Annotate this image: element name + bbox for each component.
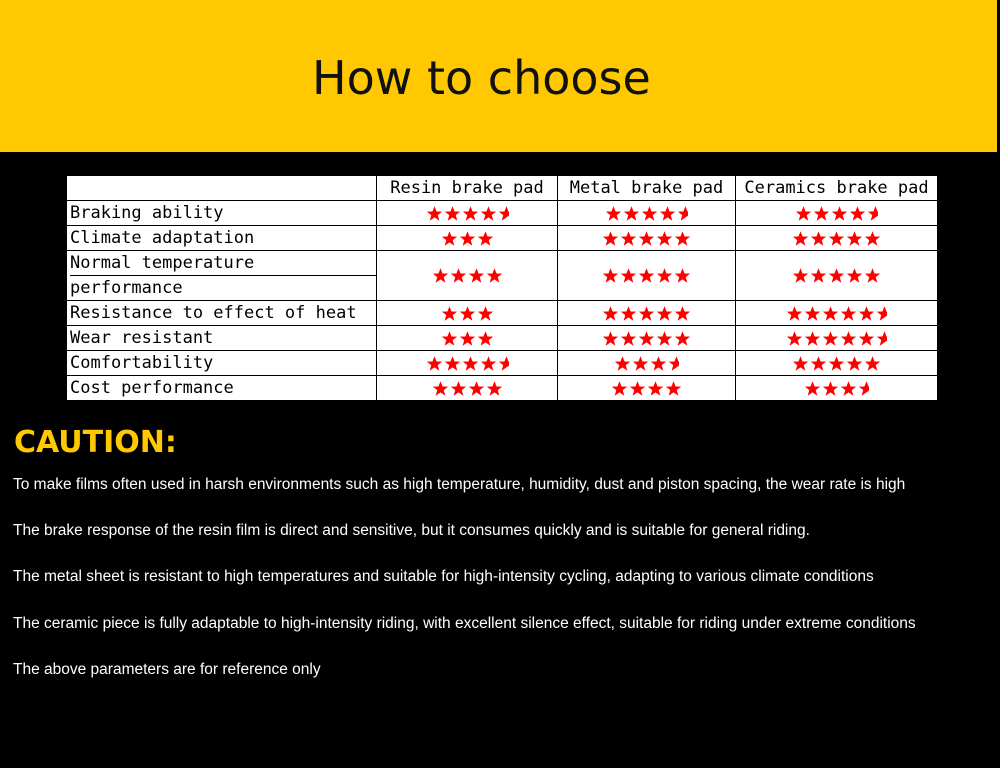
- star-icon: [614, 355, 631, 372]
- star-icon: [480, 205, 497, 222]
- star-icon: [674, 230, 691, 247]
- star-icon: [822, 380, 839, 397]
- caution-note: The brake response of the resin film is direct and sensitive, but it consumes quickly and is suitable for general riding.: [13, 522, 810, 539]
- table-row: [67, 301, 938, 326]
- star-icon: [804, 380, 821, 397]
- star-icon: [656, 267, 673, 284]
- half-star-icon: [858, 380, 869, 397]
- star-icon: [858, 305, 875, 322]
- star-icon: [647, 380, 664, 397]
- star-icon: [459, 330, 476, 347]
- star-rating: [432, 380, 503, 397]
- star-icon: [486, 267, 503, 284]
- table-row: [67, 226, 938, 251]
- column-header-blank: [67, 176, 377, 201]
- comparison-table: [66, 175, 938, 401]
- star-icon: [822, 330, 839, 347]
- star-icon: [656, 230, 673, 247]
- rating-cell: [377, 226, 558, 251]
- star-icon: [786, 305, 803, 322]
- row-label-text: Resistance to effect of heat: [70, 303, 357, 323]
- star-icon: [786, 330, 803, 347]
- column-header-metal: Metal brake pad: [558, 176, 736, 201]
- rating-cell: [558, 376, 736, 401]
- star-icon: [674, 305, 691, 322]
- star-icon: [792, 230, 809, 247]
- star-rating: [795, 205, 878, 222]
- star-rating: [426, 205, 509, 222]
- rating-cell: [558, 226, 736, 251]
- star-icon: [828, 230, 845, 247]
- star-icon: [477, 230, 494, 247]
- star-icon: [450, 380, 467, 397]
- star-rating: [786, 305, 887, 322]
- half-star-icon: [498, 205, 509, 222]
- star-icon: [638, 230, 655, 247]
- row-label-text: Normal temperature: [70, 251, 376, 276]
- star-icon: [432, 267, 449, 284]
- table-row: [67, 201, 938, 226]
- star-icon: [432, 380, 449, 397]
- star-icon: [477, 330, 494, 347]
- star-rating: [602, 267, 691, 284]
- star-icon: [864, 230, 881, 247]
- star-icon: [840, 330, 857, 347]
- rating-cell: [736, 226, 938, 251]
- column-header-ceramics: Ceramics brake pad: [736, 176, 938, 201]
- star-icon: [858, 330, 875, 347]
- rating-cell: [736, 201, 938, 226]
- star-icon: [605, 205, 622, 222]
- star-icon: [450, 267, 467, 284]
- star-rating: [786, 330, 887, 347]
- star-icon: [444, 205, 461, 222]
- rating-cell: [558, 251, 736, 301]
- star-icon: [831, 205, 848, 222]
- star-icon: [864, 267, 881, 284]
- row-label: [67, 251, 377, 301]
- star-icon: [468, 380, 485, 397]
- star-icon: [620, 230, 637, 247]
- rating-cell: [736, 376, 938, 401]
- page-title: How to choose: [312, 51, 651, 105]
- star-icon: [792, 355, 809, 372]
- row-label-text: Wear resistant: [70, 328, 214, 348]
- caution-note: The above parameters are for reference only: [13, 661, 321, 678]
- star-rating: [441, 330, 494, 347]
- star-icon: [620, 305, 637, 322]
- star-rating: [792, 230, 881, 247]
- row-label: [67, 326, 377, 351]
- rating-cell: [377, 201, 558, 226]
- star-rating: [602, 305, 691, 322]
- star-icon: [810, 230, 827, 247]
- rating-cell: [558, 201, 736, 226]
- star-icon: [846, 267, 863, 284]
- star-icon: [426, 355, 443, 372]
- star-icon: [486, 380, 503, 397]
- star-icon: [444, 355, 461, 372]
- star-icon: [810, 355, 827, 372]
- star-icon: [804, 330, 821, 347]
- half-star-icon: [876, 305, 887, 322]
- caution-note: To make films often used in harsh environments such as high temperature, humidity, dust and piston spacing, the wear rate is high: [13, 476, 906, 493]
- star-icon: [822, 305, 839, 322]
- star-icon: [674, 330, 691, 347]
- star-icon: [828, 267, 845, 284]
- half-star-icon: [876, 330, 887, 347]
- row-label-text: Braking ability: [70, 203, 224, 223]
- star-rating: [804, 380, 869, 397]
- star-rating: [614, 355, 679, 372]
- caution-note: The metal sheet is resistant to high temperatures and suitable for high-intensity cycling, adapting to various climate conditions: [13, 568, 874, 585]
- star-rating: [432, 267, 503, 284]
- star-rating: [602, 230, 691, 247]
- star-icon: [611, 380, 628, 397]
- star-icon: [602, 267, 619, 284]
- star-icon: [638, 330, 655, 347]
- star-rating: [441, 230, 494, 247]
- header-banner: [0, 0, 997, 152]
- star-icon: [459, 305, 476, 322]
- star-icon: [656, 305, 673, 322]
- row-label: [67, 351, 377, 376]
- star-icon: [602, 330, 619, 347]
- star-rating: [602, 330, 691, 347]
- rating-cell: [736, 251, 938, 301]
- rating-cell: [736, 301, 938, 326]
- rating-cell: [377, 326, 558, 351]
- row-label-text: Cost performance: [70, 378, 234, 398]
- table-header-row: [67, 176, 938, 201]
- star-icon: [623, 205, 640, 222]
- star-icon: [656, 330, 673, 347]
- star-icon: [795, 205, 812, 222]
- caution-note: The ceramic piece is fully adaptable to high-intensity riding, with excellent silence effect, suitable for riding under extreme conditions: [13, 615, 916, 632]
- half-star-icon: [867, 205, 878, 222]
- star-icon: [641, 205, 658, 222]
- comparison-table-container: [66, 175, 938, 401]
- rating-cell: [558, 326, 736, 351]
- rating-cell: [558, 301, 736, 326]
- row-label: [67, 376, 377, 401]
- star-icon: [629, 380, 646, 397]
- table-row: [67, 326, 938, 351]
- star-icon: [840, 305, 857, 322]
- star-icon: [828, 355, 845, 372]
- rating-cell: [377, 251, 558, 301]
- star-icon: [480, 355, 497, 372]
- table-row: [67, 351, 938, 376]
- star-icon: [650, 355, 667, 372]
- star-icon: [792, 267, 809, 284]
- star-rating: [792, 355, 881, 372]
- star-icon: [462, 205, 479, 222]
- star-icon: [846, 230, 863, 247]
- rating-cell: [736, 326, 938, 351]
- half-star-icon: [498, 355, 509, 372]
- star-icon: [462, 355, 479, 372]
- star-icon: [632, 355, 649, 372]
- table-row: [67, 251, 938, 301]
- star-icon: [659, 205, 676, 222]
- star-icon: [468, 267, 485, 284]
- table-row: [67, 376, 938, 401]
- star-rating: [792, 267, 881, 284]
- star-icon: [813, 205, 830, 222]
- star-icon: [602, 230, 619, 247]
- rating-cell: [377, 351, 558, 376]
- row-label-text: performance: [70, 278, 183, 298]
- rating-cell: [558, 351, 736, 376]
- star-icon: [864, 355, 881, 372]
- star-icon: [665, 380, 682, 397]
- row-label-text: Climate adaptation: [70, 228, 255, 248]
- star-icon: [810, 267, 827, 284]
- star-rating: [611, 380, 682, 397]
- star-rating: [605, 205, 688, 222]
- star-icon: [840, 380, 857, 397]
- star-icon: [846, 355, 863, 372]
- column-header-resin: Resin brake pad: [377, 176, 558, 201]
- star-icon: [459, 230, 476, 247]
- star-icon: [441, 230, 458, 247]
- half-star-icon: [668, 355, 679, 372]
- star-icon: [477, 305, 494, 322]
- star-icon: [620, 330, 637, 347]
- rating-cell: [736, 351, 938, 376]
- star-icon: [804, 305, 821, 322]
- row-label: [67, 201, 377, 226]
- star-icon: [620, 267, 637, 284]
- star-icon: [638, 267, 655, 284]
- rating-cell: [377, 376, 558, 401]
- half-star-icon: [677, 205, 688, 222]
- star-icon: [441, 330, 458, 347]
- row-label: [67, 226, 377, 251]
- star-icon: [602, 305, 619, 322]
- caution-title: CAUTION:: [14, 425, 177, 460]
- star-icon: [441, 305, 458, 322]
- rating-cell: [377, 301, 558, 326]
- star-rating: [441, 305, 494, 322]
- star-icon: [849, 205, 866, 222]
- row-label: [67, 301, 377, 326]
- row-label-text: Comfortability: [70, 353, 214, 373]
- star-icon: [674, 267, 691, 284]
- star-icon: [638, 305, 655, 322]
- star-icon: [426, 205, 443, 222]
- star-rating: [426, 355, 509, 372]
